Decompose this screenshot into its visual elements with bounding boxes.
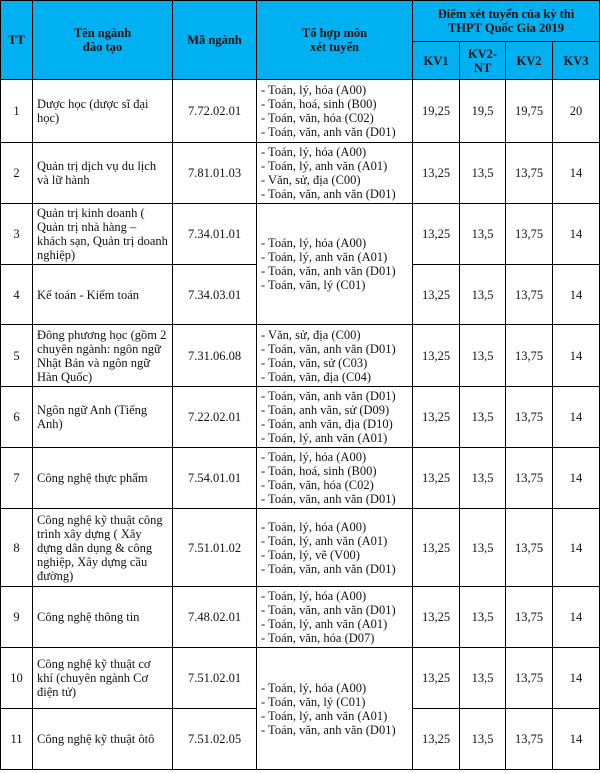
row-tt: 11 [1, 709, 33, 770]
row-kv1: 13,25 [413, 509, 460, 587]
row-kv1: 13,25 [413, 143, 460, 204]
combo-item: - Toán, anh văn, sử (D09) [261, 403, 390, 417]
row-kv2nt: 13,5 [460, 204, 506, 265]
row-kv3: 20 [553, 80, 600, 143]
row-major-name: Quản trị dịch vụ du lịch và lữ hành [33, 143, 173, 204]
row-kv3: 14 [553, 509, 600, 587]
row-kv3: 14 [553, 587, 600, 648]
combo-item: - Toán, văn, sử (C03) [261, 355, 368, 370]
table-row [1, 143, 600, 204]
row-code: 7.54.01.01 [173, 448, 257, 509]
combo-item: - Toán, văn, anh văn (D01) [261, 264, 396, 278]
combo-item: - Toán, lý, anh văn (A01) [261, 533, 388, 548]
row-tt: 5 [1, 325, 33, 387]
row-tt: 1 [1, 80, 33, 143]
combo-item: - Toán, văn, anh văn (D01) [261, 341, 396, 356]
row-major-name: Ngôn ngữ Anh (Tiếng Anh) [33, 387, 173, 448]
row-code: 7.51.02.05 [173, 709, 257, 770]
row-kv2nt: 13,5 [460, 709, 506, 770]
row-combo [257, 509, 413, 587]
row-kv2nt: 13,5 [460, 448, 506, 509]
combo-item: - Toán, văn, lý (C01) [261, 694, 366, 709]
combo-item: - Toán, văn, hóa (C02) [261, 478, 374, 492]
row-code: 7.81.01.03 [173, 143, 257, 204]
row-kv1: 13,25 [413, 325, 460, 387]
row-kv1: 19,25 [413, 80, 460, 143]
table-row [1, 387, 600, 448]
header-major-name: Tên ngành đào tạo [33, 1, 173, 80]
header-combo: Tổ hợp môn xét tuyển [257, 1, 413, 80]
row-kv2: 13,75 [506, 448, 553, 509]
row-major-name: Đông phương học (gồm 2 chuyên ngành: ngôn ngữ Nhật Bản và ngôn ngữ Hàn Quốc) [33, 325, 173, 387]
row-major-name: Dược học (dược sĩ đại học) [33, 80, 173, 143]
row-major-name: Công nghệ kỹ thuật cơ khí (chuyên ngành Cơ điện tử) [33, 648, 173, 709]
combo-item: - Toán, văn, lý (C01) [261, 278, 366, 292]
combo-item: - Toán, lý, hóa (A00) [261, 519, 367, 534]
row-kv2nt: 13,5 [460, 509, 506, 587]
row-combo [257, 387, 413, 448]
row-kv3: 14 [553, 448, 600, 509]
row-kv3: 14 [553, 709, 600, 770]
row-kv2: 13,75 [506, 204, 553, 265]
row-kv3: 14 [553, 143, 600, 204]
combo-item: - Toán, văn, anh văn (D01) [261, 561, 396, 576]
row-major-name: Công nghệ thực phẩm [33, 448, 173, 509]
combo-item: - Toán, lý, anh văn (A01) [261, 250, 388, 264]
row-code: 7.48.02.01 [173, 587, 257, 648]
row-tt: 3 [1, 204, 33, 265]
row-code: 7.34.03.01 [173, 265, 257, 325]
combo-item: - Toán, lý, anh văn (A01) [261, 159, 388, 173]
row-kv2nt: 13,5 [460, 325, 506, 387]
row-major-name: Công nghệ kỹ thuật ôtô [33, 709, 173, 770]
header-score: Điểm xét tuyển của kỳ thi THPT Quốc Gia 2019 [413, 1, 600, 42]
combo-item: - Toán, văn, anh văn (D01) [261, 125, 396, 139]
combo-item: - Toán, văn, anh văn (D01) [261, 187, 396, 201]
row-combo [257, 143, 413, 204]
row-combo [257, 587, 413, 648]
header-kv2: KV2 [506, 42, 553, 80]
row-kv2: 13,75 [506, 143, 553, 204]
row-kv1: 13,25 [413, 448, 460, 509]
header-tt: TT [1, 1, 33, 80]
row-code: 7.31.06.08 [173, 325, 257, 387]
row-tt: 8 [1, 509, 33, 587]
row-kv2nt: 13,5 [460, 387, 506, 448]
combo-item: - Toán, lý, hóa (A00) [261, 145, 367, 159]
header-kv3: KV3 [553, 42, 600, 80]
row-combo [257, 448, 413, 509]
combo-item: - Toán, hoá, sinh (B00) [261, 464, 377, 478]
row-kv3: 14 [553, 387, 600, 448]
combo-item: - Toán, lý, anh văn (A01) [261, 617, 388, 631]
row-kv2: 19,75 [506, 80, 553, 143]
row-tt: 4 [1, 265, 33, 325]
row-code: 7.51.02.01 [173, 648, 257, 709]
combo-item: - Toán, văn, địa (C04) [261, 369, 371, 384]
row-tt: 6 [1, 387, 33, 448]
table-row [1, 648, 600, 709]
table-row [1, 587, 600, 648]
row-kv1: 13,25 [413, 387, 460, 448]
header-code: Mã ngành [173, 1, 257, 80]
row-kv1: 13,25 [413, 204, 460, 265]
table-row [1, 80, 600, 143]
row-kv2: 13,75 [506, 265, 553, 325]
table-row [1, 448, 600, 509]
row-combo [257, 325, 413, 387]
row-tt: 2 [1, 143, 33, 204]
row-kv1: 13,25 [413, 265, 460, 325]
combo-item: - Toán, văn, anh văn (D01) [261, 603, 396, 617]
combo-item: - Toán, văn, anh văn (D01) [261, 722, 396, 737]
row-code: 7.51.01.02 [173, 509, 257, 587]
combo-item: - Toán, lý, hóa (A00) [261, 680, 367, 695]
row-kv2nt: 19,5 [460, 80, 506, 143]
combo-item: - Toán, văn, anh văn (D01) [261, 389, 396, 403]
row-code: 7.22.02.01 [173, 387, 257, 448]
combo-item: - Toán, lý, hóa (A00) [261, 589, 367, 603]
row-kv1: 13,25 [413, 648, 460, 709]
row-kv1: 13,25 [413, 587, 460, 648]
row-combo [257, 648, 413, 770]
row-kv2: 13,75 [506, 648, 553, 709]
combo-item: - Toán, lý, hóa (A00) [261, 236, 367, 250]
row-major-name: Quản trị kinh doanh ( Quản trị nhà hàng – khách sạn, Quản trị doanh nghiệp) [33, 204, 173, 265]
row-major-name: Công nghệ thông tin [33, 587, 173, 648]
row-tt: 10 [1, 648, 33, 709]
row-major-name: Kế toán - Kiểm toán [33, 265, 173, 325]
row-kv2: 13,75 [506, 387, 553, 448]
combo-item: - Toán, văn, hóa (D07) [261, 631, 375, 645]
row-kv2: 13,75 [506, 587, 553, 648]
row-tt: 9 [1, 587, 33, 648]
row-kv3: 14 [553, 325, 600, 387]
row-code: 7.72.02.01 [173, 80, 257, 143]
combo-item: - Toán, lý, hóa (A00) [261, 450, 367, 464]
row-kv1: 13,25 [413, 709, 460, 770]
row-kv2: 13,75 [506, 709, 553, 770]
row-combo [257, 80, 413, 143]
header-row-1 [1, 1, 600, 42]
row-kv2nt: 13,5 [460, 587, 506, 648]
row-major-name: Công nghệ kỹ thuật công trình xây dựng ( Xây dựng dân dụng & công nghiệp, Xây dựng cầu đường) [33, 509, 173, 587]
row-kv2nt: 13,5 [460, 143, 506, 204]
table-row [1, 204, 600, 265]
row-code: 7.34.01.01 [173, 204, 257, 265]
combo-item: - Toán, lý, anh văn (A01) [261, 431, 388, 445]
row-kv2nt: 13,5 [460, 265, 506, 325]
row-kv3: 14 [553, 265, 600, 325]
row-kv2: 13,75 [506, 509, 553, 587]
row-kv2: 13,75 [506, 325, 553, 387]
combo-item: - Toán, lý, vẽ (V00) [261, 547, 360, 562]
combo-item: - Văn, sử, địa (C00) [261, 173, 361, 187]
combo-item: - Toán, anh văn, địa (D10) [261, 417, 393, 431]
row-kv3: 14 [553, 204, 600, 265]
combo-item: - Toán, văn, anh văn (D01) [261, 492, 396, 506]
combo-item: - Văn, sử, địa (C00) [261, 327, 361, 342]
combo-item: - Toán, hoá, sinh (B00) [261, 97, 377, 111]
table-row [1, 325, 600, 387]
row-kv3: 14 [553, 648, 600, 709]
header-kv2nt: KV2- NT [460, 42, 506, 80]
row-combo [257, 204, 413, 325]
row-tt: 7 [1, 448, 33, 509]
header-kv1: KV1 [413, 42, 460, 80]
combo-item: - Toán, văn, hóa (C02) [261, 111, 374, 125]
row-kv2nt: 13,5 [460, 648, 506, 709]
combo-item: - Toán, lý, anh văn (A01) [261, 708, 388, 723]
table-row [1, 509, 600, 587]
combo-item: - Toán, lý, hóa (A00) [261, 83, 367, 97]
